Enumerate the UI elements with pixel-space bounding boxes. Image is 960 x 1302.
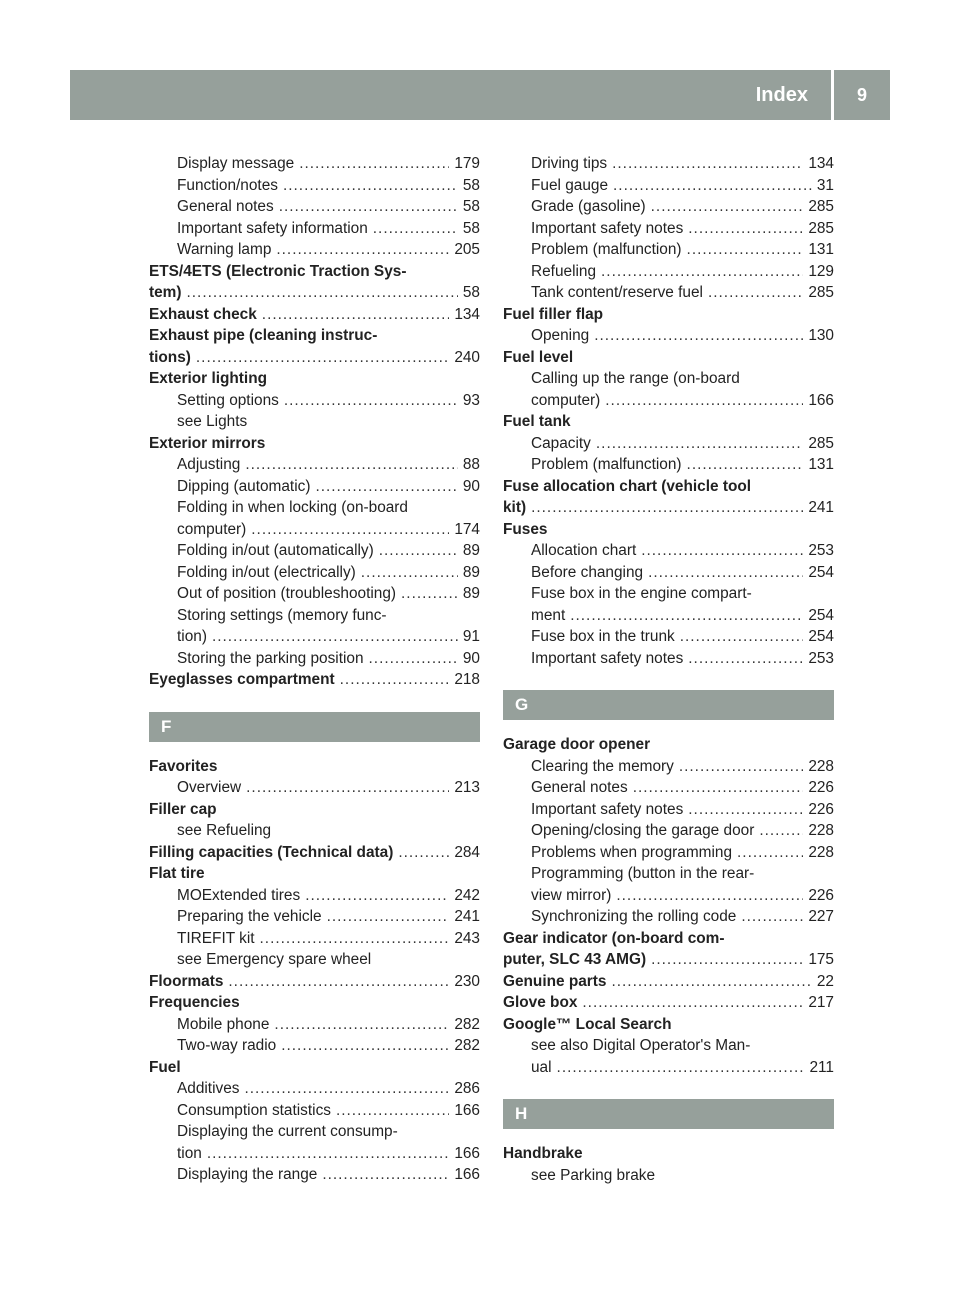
index-heading: Exhaust pipe (cleaning instruc- — [149, 327, 378, 344]
leader-dots — [251, 519, 449, 541]
index-heading: Fuses — [503, 520, 548, 538]
entry-label: Displaying the range — [177, 1166, 318, 1183]
index-entry[interactable] — [503, 971, 834, 993]
entry-page-link[interactable]: 285 — [808, 434, 834, 452]
index-entry[interactable] — [149, 971, 480, 993]
leader-dots — [361, 562, 458, 584]
entry-page-link[interactable]: 243 — [454, 929, 480, 947]
entry-page-link[interactable]: 226 — [808, 779, 834, 796]
index-heading: Handbrake — [503, 1145, 583, 1162]
index-heading: Fuel — [149, 1058, 181, 1076]
index-entry[interactable] — [149, 842, 480, 864]
index-subentry[interactable] — [503, 648, 834, 670]
index-subentry[interactable] — [503, 799, 834, 821]
entry-page-link[interactable]: 166 — [808, 391, 834, 409]
index-subentry[interactable] — [503, 153, 834, 175]
index-heading: Gear indicator (on-board com- — [503, 929, 725, 947]
entry-label: Filling capacities (Technical data) — [149, 843, 394, 861]
index-subtext: Programming (button in the rear- — [531, 865, 755, 882]
index-subentry[interactable] — [149, 583, 480, 605]
index-subentry[interactable] — [149, 519, 480, 541]
leader-dots — [708, 282, 803, 304]
index-heading: Exterior mirrors — [149, 434, 266, 452]
index-subentry[interactable] — [149, 1014, 480, 1036]
entry-label: ment — [531, 606, 566, 624]
index-subentry[interactable] — [503, 1057, 834, 1079]
index-subtext: see Emergency spare wheel — [177, 951, 372, 968]
entry-label: Glove box — [503, 994, 578, 1011]
leader-dots — [245, 454, 458, 476]
leader-dots — [611, 971, 811, 993]
entry-page-link[interactable]: 228 — [808, 843, 834, 861]
entry-page-link[interactable]: 253 — [808, 649, 834, 667]
entry-page-link[interactable]: 166 — [454, 1101, 480, 1119]
entry-page-link[interactable]: 58 — [462, 176, 480, 194]
entry-label: Problem (malfunction) — [531, 456, 682, 473]
index-subentry[interactable] — [149, 777, 480, 799]
entry-label: ual — [531, 1058, 552, 1076]
index-heading: Garage door opener — [503, 736, 651, 753]
entry-label: kit) — [503, 499, 527, 516]
index-subentry[interactable] — [149, 928, 480, 950]
leader-dots — [244, 1078, 449, 1100]
index-subentry[interactable] — [503, 325, 834, 347]
entry-page-link[interactable]: 31 — [816, 176, 834, 194]
leader-dots — [246, 777, 449, 799]
leader-dots — [187, 282, 458, 304]
section-header: H — [503, 1099, 834, 1129]
entry-label: tion — [177, 1144, 202, 1162]
leader-dots — [557, 1057, 805, 1079]
leader-dots — [315, 476, 457, 498]
index-column-right — [503, 153, 834, 1186]
leader-dots — [651, 949, 803, 971]
index-subentry[interactable] — [503, 282, 834, 304]
leader-dots — [594, 325, 803, 347]
index-subentry[interactable] — [149, 562, 480, 584]
index-subentry[interactable] — [503, 261, 834, 283]
entry-label: Synchronizing the rolling code — [531, 908, 737, 925]
entry-page-link[interactable]: 228 — [808, 822, 834, 839]
index-subtext: see also Digital Operator's Man- — [531, 1037, 751, 1054]
page-title: Index — [755, 84, 808, 106]
entry-label: Dipping (automatic) — [177, 477, 311, 495]
entry-page-link[interactable]: 90 — [462, 649, 480, 667]
leader-dots — [582, 992, 803, 1014]
leader-dots — [633, 777, 804, 799]
entry-page-link[interactable]: 285 — [808, 219, 834, 237]
entry-page-link[interactable]: 228 — [808, 757, 834, 775]
index-subentry[interactable] — [149, 454, 480, 476]
index-entry[interactable] — [149, 347, 480, 369]
leader-dots — [612, 153, 803, 175]
index-subentry[interactable] — [149, 906, 480, 928]
leader-dots — [601, 261, 803, 283]
index-entry[interactable] — [503, 949, 834, 971]
leader-dots — [340, 669, 450, 691]
entry-page-link[interactable]: 89 — [462, 542, 480, 559]
entry-label: Additives — [177, 1080, 240, 1097]
entry-page-link[interactable]: 227 — [808, 908, 834, 925]
index-subtext: see Parking brake — [531, 1166, 656, 1184]
entry-label: General notes — [531, 779, 628, 796]
index-subentry[interactable] — [503, 756, 834, 778]
leader-dots — [641, 540, 803, 562]
entry-page-link[interactable]: 211 — [809, 1058, 834, 1076]
entry-page-link[interactable]: 131 — [808, 456, 834, 473]
entry-label: Tank content/reserve fuel — [531, 284, 703, 301]
entry-page-link[interactable]: 58 — [462, 219, 480, 237]
index-subentry[interactable] — [149, 885, 480, 907]
entry-page-link[interactable]: 282 — [454, 1037, 480, 1054]
index-subentry[interactable] — [503, 239, 834, 261]
entry-label: computer) — [177, 520, 247, 538]
entry-label: Genuine parts — [503, 972, 607, 990]
entry-label: Warning lamp — [177, 241, 272, 258]
leader-dots — [336, 1100, 449, 1122]
index-subtext: Displaying the current consump- — [177, 1123, 398, 1140]
index-subentry[interactable] — [149, 1078, 480, 1100]
entry-label: MOExtended tires — [177, 886, 301, 904]
index-subentry[interactable] — [503, 820, 834, 842]
entry-page-link[interactable]: 91 — [462, 628, 480, 645]
index-subentry[interactable] — [503, 777, 834, 799]
entry-page-link[interactable]: 240 — [454, 348, 480, 366]
leader-dots — [401, 583, 458, 605]
entry-label: Function/notes — [177, 176, 278, 194]
entry-label: Grade (gasoline) — [531, 198, 646, 215]
entry-label: Mobile phone — [177, 1015, 270, 1033]
leader-dots — [687, 454, 804, 476]
index-subentry[interactable] — [503, 196, 834, 218]
entry-page-link[interactable]: 131 — [808, 241, 834, 258]
leader-dots — [688, 799, 803, 821]
leader-dots — [228, 971, 449, 993]
index-entry[interactable] — [503, 497, 834, 519]
entry-page-link[interactable]: 282 — [454, 1015, 480, 1033]
index-heading: Fuel tank — [503, 413, 571, 430]
entry-label: General notes — [177, 198, 274, 215]
entry-label: Important safety notes — [531, 219, 684, 237]
index-heading: Exterior lighting — [149, 370, 267, 387]
entry-page-link[interactable]: 89 — [462, 563, 480, 581]
entry-label: Refueling — [531, 262, 597, 280]
index-subentry[interactable] — [503, 885, 834, 907]
leader-dots — [688, 218, 803, 240]
index-subentry[interactable] — [149, 196, 480, 218]
leader-dots — [274, 1014, 449, 1036]
index-heading: Fuel level — [503, 348, 574, 366]
index-heading: Flat tire — [149, 865, 205, 882]
entry-label: Overview — [177, 779, 242, 796]
entry-label: Opening/closing the garage door — [531, 822, 755, 839]
entry-page-link[interactable]: 129 — [808, 262, 834, 280]
leader-dots — [741, 906, 803, 928]
entry-label: Problem (malfunction) — [531, 241, 682, 258]
entry-label: Setting options — [177, 391, 279, 409]
index-heading: Frequencies — [149, 994, 240, 1011]
entry-page-link[interactable]: 286 — [454, 1080, 480, 1097]
entry-label: Allocation chart — [531, 542, 637, 559]
leader-dots — [279, 196, 458, 218]
entry-page-link[interactable]: 226 — [808, 800, 834, 818]
entry-page-link[interactable]: 90 — [462, 477, 480, 495]
index-subtext: Storing settings (memory func- — [177, 606, 387, 624]
entry-page-link[interactable]: 218 — [454, 671, 480, 688]
leader-dots — [284, 390, 458, 412]
entry-label: tem) — [149, 284, 182, 301]
index-subtext: see Refueling — [177, 822, 272, 839]
entry-page-link[interactable]: 217 — [808, 994, 834, 1011]
index-entry[interactable] — [149, 304, 480, 326]
entry-page-link[interactable]: 134 — [454, 305, 480, 323]
entry-label: Important safety notes — [531, 649, 684, 667]
entry-label: Floormats — [149, 972, 224, 990]
index-subentry[interactable] — [149, 218, 480, 240]
index-subentry[interactable] — [503, 175, 834, 197]
index-subentry[interactable] — [149, 648, 480, 670]
entry-label: Important safety information — [177, 219, 368, 237]
leader-dots — [687, 239, 804, 261]
index-entry[interactable] — [149, 282, 480, 304]
entry-label: tion) — [177, 628, 207, 645]
entry-page-link[interactable]: 174 — [454, 520, 480, 538]
leader-dots — [531, 497, 803, 519]
entry-page-link[interactable]: 179 — [454, 155, 480, 172]
entry-label: Driving tips — [531, 155, 608, 172]
leader-dots — [305, 885, 449, 907]
entry-page-link[interactable]: 205 — [454, 241, 480, 258]
index-subentry[interactable] — [503, 605, 834, 627]
leader-dots — [281, 1035, 449, 1057]
leader-dots — [373, 218, 458, 240]
index-subentry[interactable] — [149, 390, 480, 412]
leader-dots — [616, 885, 803, 907]
entry-label: Folding in/out (automatically) — [177, 542, 374, 559]
entry-label: puter, SLC 43 AMG) — [503, 951, 647, 968]
index-heading: Fuel filler flap — [503, 305, 604, 323]
entry-label: Fuel gauge — [531, 176, 609, 194]
index-subentry[interactable] — [149, 153, 480, 175]
leader-dots — [260, 928, 450, 950]
entry-label: Capacity — [531, 434, 591, 452]
entry-page-link[interactable]: 242 — [454, 886, 480, 904]
leader-dots — [379, 540, 458, 562]
index-subentry[interactable] — [149, 1100, 480, 1122]
entry-page-link[interactable]: 254 — [808, 563, 834, 581]
index-subentry[interactable] — [503, 562, 834, 584]
entry-label: Two-way radio — [177, 1037, 277, 1054]
entry-label: Problems when programming — [531, 843, 733, 861]
entry-label: Fuse box in the trunk — [531, 628, 675, 645]
index-subentry[interactable] — [149, 175, 480, 197]
entry-label: Exhaust check — [149, 305, 257, 323]
entry-label: TIREFIT kit — [177, 929, 255, 947]
entry-page-link[interactable]: 93 — [462, 391, 480, 409]
index-subentry[interactable] — [149, 1143, 480, 1165]
index-column-left — [149, 153, 480, 1186]
index-heading: Google™ Local Search — [503, 1015, 672, 1033]
index-subentry[interactable] — [503, 454, 834, 476]
entry-label: Before changing — [531, 563, 644, 581]
leader-dots — [299, 153, 449, 175]
leader-dots — [651, 196, 804, 218]
leader-dots — [613, 175, 812, 197]
entry-label: tions) — [149, 348, 191, 366]
leader-dots — [737, 842, 803, 864]
leader-dots — [759, 820, 803, 842]
page-number: 9 — [856, 85, 867, 105]
index-subtext: Folding in when locking (on-board — [177, 499, 408, 516]
leader-dots — [688, 648, 803, 670]
entry-label: Folding in/out (electrically) — [177, 563, 356, 581]
leader-dots — [605, 390, 803, 412]
entry-page-link[interactable]: 253 — [808, 542, 834, 559]
entry-page-link[interactable]: 166 — [454, 1144, 480, 1162]
leader-dots — [322, 1164, 449, 1186]
index-subtext: Fuse box in the engine compart- — [531, 585, 752, 602]
entry-page-link[interactable]: 284 — [454, 843, 480, 861]
entry-page-link[interactable]: 134 — [808, 155, 834, 172]
index-subtext: Calling up the range (on-board — [531, 370, 740, 387]
entry-page-link[interactable]: 22 — [816, 972, 834, 990]
index-subentry[interactable] — [503, 433, 834, 455]
leader-dots — [276, 239, 449, 261]
entry-label: Display message — [177, 155, 295, 172]
entry-page-link[interactable]: 58 — [462, 198, 480, 215]
index-subentry[interactable] — [503, 540, 834, 562]
entry-page-link[interactable]: 58 — [462, 284, 480, 301]
entry-page-link[interactable]: 88 — [462, 456, 480, 473]
index-subentry[interactable] — [149, 239, 480, 261]
entry-label: computer) — [531, 391, 601, 409]
index-subentry[interactable] — [149, 476, 480, 498]
entry-page-link[interactable]: 213 — [454, 779, 480, 796]
index-heading: Favorites — [149, 757, 218, 775]
entry-label: Clearing the memory — [531, 757, 674, 775]
index-subtext: see Lights — [177, 413, 248, 430]
index-heading: Fuse allocation chart (vehicle tool — [503, 477, 752, 495]
leader-dots — [262, 304, 450, 326]
section-header: F — [149, 712, 480, 742]
entry-label: view mirror) — [531, 886, 612, 904]
entry-label: Out of position (troubleshooting) — [177, 585, 397, 602]
entry-label: Consumption statistics — [177, 1101, 331, 1119]
entry-page-link[interactable]: 166 — [454, 1166, 480, 1183]
leader-dots — [369, 648, 458, 670]
entry-label: Adjusting — [177, 456, 241, 473]
leader-dots — [212, 626, 458, 648]
entry-page-link[interactable]: 254 — [808, 628, 834, 645]
entry-page-link[interactable]: 130 — [808, 327, 834, 344]
index-subentry[interactable] — [503, 626, 834, 648]
index-entry[interactable] — [503, 992, 834, 1014]
index-subentry[interactable] — [503, 842, 834, 864]
section-header: G — [503, 690, 834, 720]
leader-dots — [679, 756, 803, 778]
leader-dots — [648, 562, 803, 584]
entry-page-link[interactable]: 175 — [808, 951, 834, 968]
index-subentry[interactable] — [503, 390, 834, 412]
entry-page-link[interactable]: 285 — [808, 284, 834, 301]
entry-label: Important safety notes — [531, 800, 684, 818]
leader-dots — [570, 605, 803, 627]
index-subentry[interactable] — [503, 906, 834, 928]
entry-page-link[interactable]: 230 — [454, 972, 480, 990]
entry-page-link[interactable]: 285 — [808, 198, 834, 215]
index-heading: ETS/4ETS (Electronic Traction Sys- — [149, 262, 407, 280]
header-bar — [70, 70, 890, 120]
leader-dots — [398, 842, 449, 864]
leader-dots — [283, 175, 458, 197]
entry-page-link[interactable]: 241 — [454, 908, 480, 925]
index-subentry[interactable] — [149, 1035, 480, 1057]
leader-dots — [207, 1143, 449, 1165]
entry-label: Preparing the vehicle — [177, 908, 322, 925]
leader-dots — [596, 433, 803, 455]
leader-dots — [680, 626, 804, 648]
index-subentry[interactable] — [503, 218, 834, 240]
entry-label: Eyeglasses compartment — [149, 671, 335, 688]
entry-label: Storing the parking position — [177, 649, 364, 667]
entry-page-link[interactable]: 241 — [808, 499, 834, 516]
leader-dots — [327, 906, 450, 928]
entry-page-link[interactable]: 254 — [808, 606, 834, 624]
leader-dots — [196, 347, 449, 369]
entry-page-link[interactable]: 89 — [462, 585, 480, 602]
index-subentry[interactable] — [149, 626, 480, 648]
index-subentry[interactable] — [149, 540, 480, 562]
entry-page-link[interactable]: 226 — [808, 886, 834, 904]
index-entry[interactable] — [149, 669, 480, 691]
index-heading: Filler cap — [149, 800, 217, 818]
index-subentry[interactable] — [149, 1164, 480, 1186]
entry-label: Opening — [531, 327, 590, 344]
